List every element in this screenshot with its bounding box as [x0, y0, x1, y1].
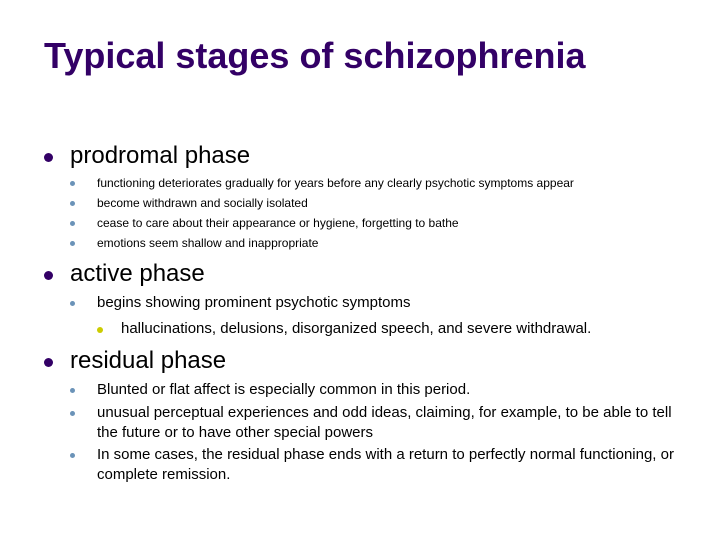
list-item	[70, 213, 690, 233]
section-heading-label: active phase	[70, 260, 205, 287]
section-heading-label: residual phase	[70, 347, 227, 374]
bullet-dot-icon	[70, 411, 75, 416]
list-item	[70, 173, 690, 193]
list-item-text: unusual perceptual experiences and odd ideas, claiming, for example, to be able to tell the future or to have other special powers	[97, 404, 672, 441]
sub-list-item	[97, 319, 697, 339]
section-heading-label: prodromal phase	[70, 142, 251, 169]
bullet-dot-icon	[44, 271, 53, 280]
list-item-text: begins showing prominent psychotic symptoms	[97, 294, 411, 311]
bullet-dot-icon	[70, 241, 75, 246]
list-item-text: cease to care about their appearance or hygiene, forgetting to bathe	[97, 216, 459, 230]
bullet-dot-icon	[70, 453, 75, 458]
list-item-text: functioning deteriorates gradually for years before any clearly psychotic symptoms appear	[97, 176, 574, 190]
list-item	[70, 233, 690, 253]
bullet-dot-icon	[97, 327, 103, 333]
bullet-dot-icon	[70, 181, 75, 186]
list-item-text: In some cases, the residual phase ends with a return to perfectly normal functioning, or complete remission.	[97, 446, 674, 483]
bullet-dot-icon	[44, 153, 53, 162]
list-item-text: emotions seem shallow and inappropriate	[97, 236, 319, 250]
section-heading-prodromal	[44, 142, 684, 170]
list-item	[70, 380, 690, 400]
slide-title: Typical stages of schizophrenia	[44, 35, 586, 76]
bullet-dot-icon	[70, 201, 75, 206]
list-item-text: become withdrawn and socially isolated	[97, 196, 308, 210]
bullet-dot-icon	[70, 301, 75, 306]
bullet-dot-icon	[70, 388, 75, 393]
sub-list-item-text: hallucinations, delusions, disorganized speech, and severe withdrawal.	[121, 320, 592, 337]
list-item-text: Blunted or flat affect is especially common in this period.	[97, 381, 471, 398]
bullet-dot-icon	[70, 221, 75, 226]
list-item	[70, 293, 690, 313]
bullet-dot-icon	[44, 358, 53, 367]
section-heading-residual	[44, 347, 684, 375]
list-item	[70, 403, 690, 443]
list-item	[70, 193, 690, 213]
list-item	[70, 445, 690, 485]
section-heading-active	[44, 260, 684, 288]
